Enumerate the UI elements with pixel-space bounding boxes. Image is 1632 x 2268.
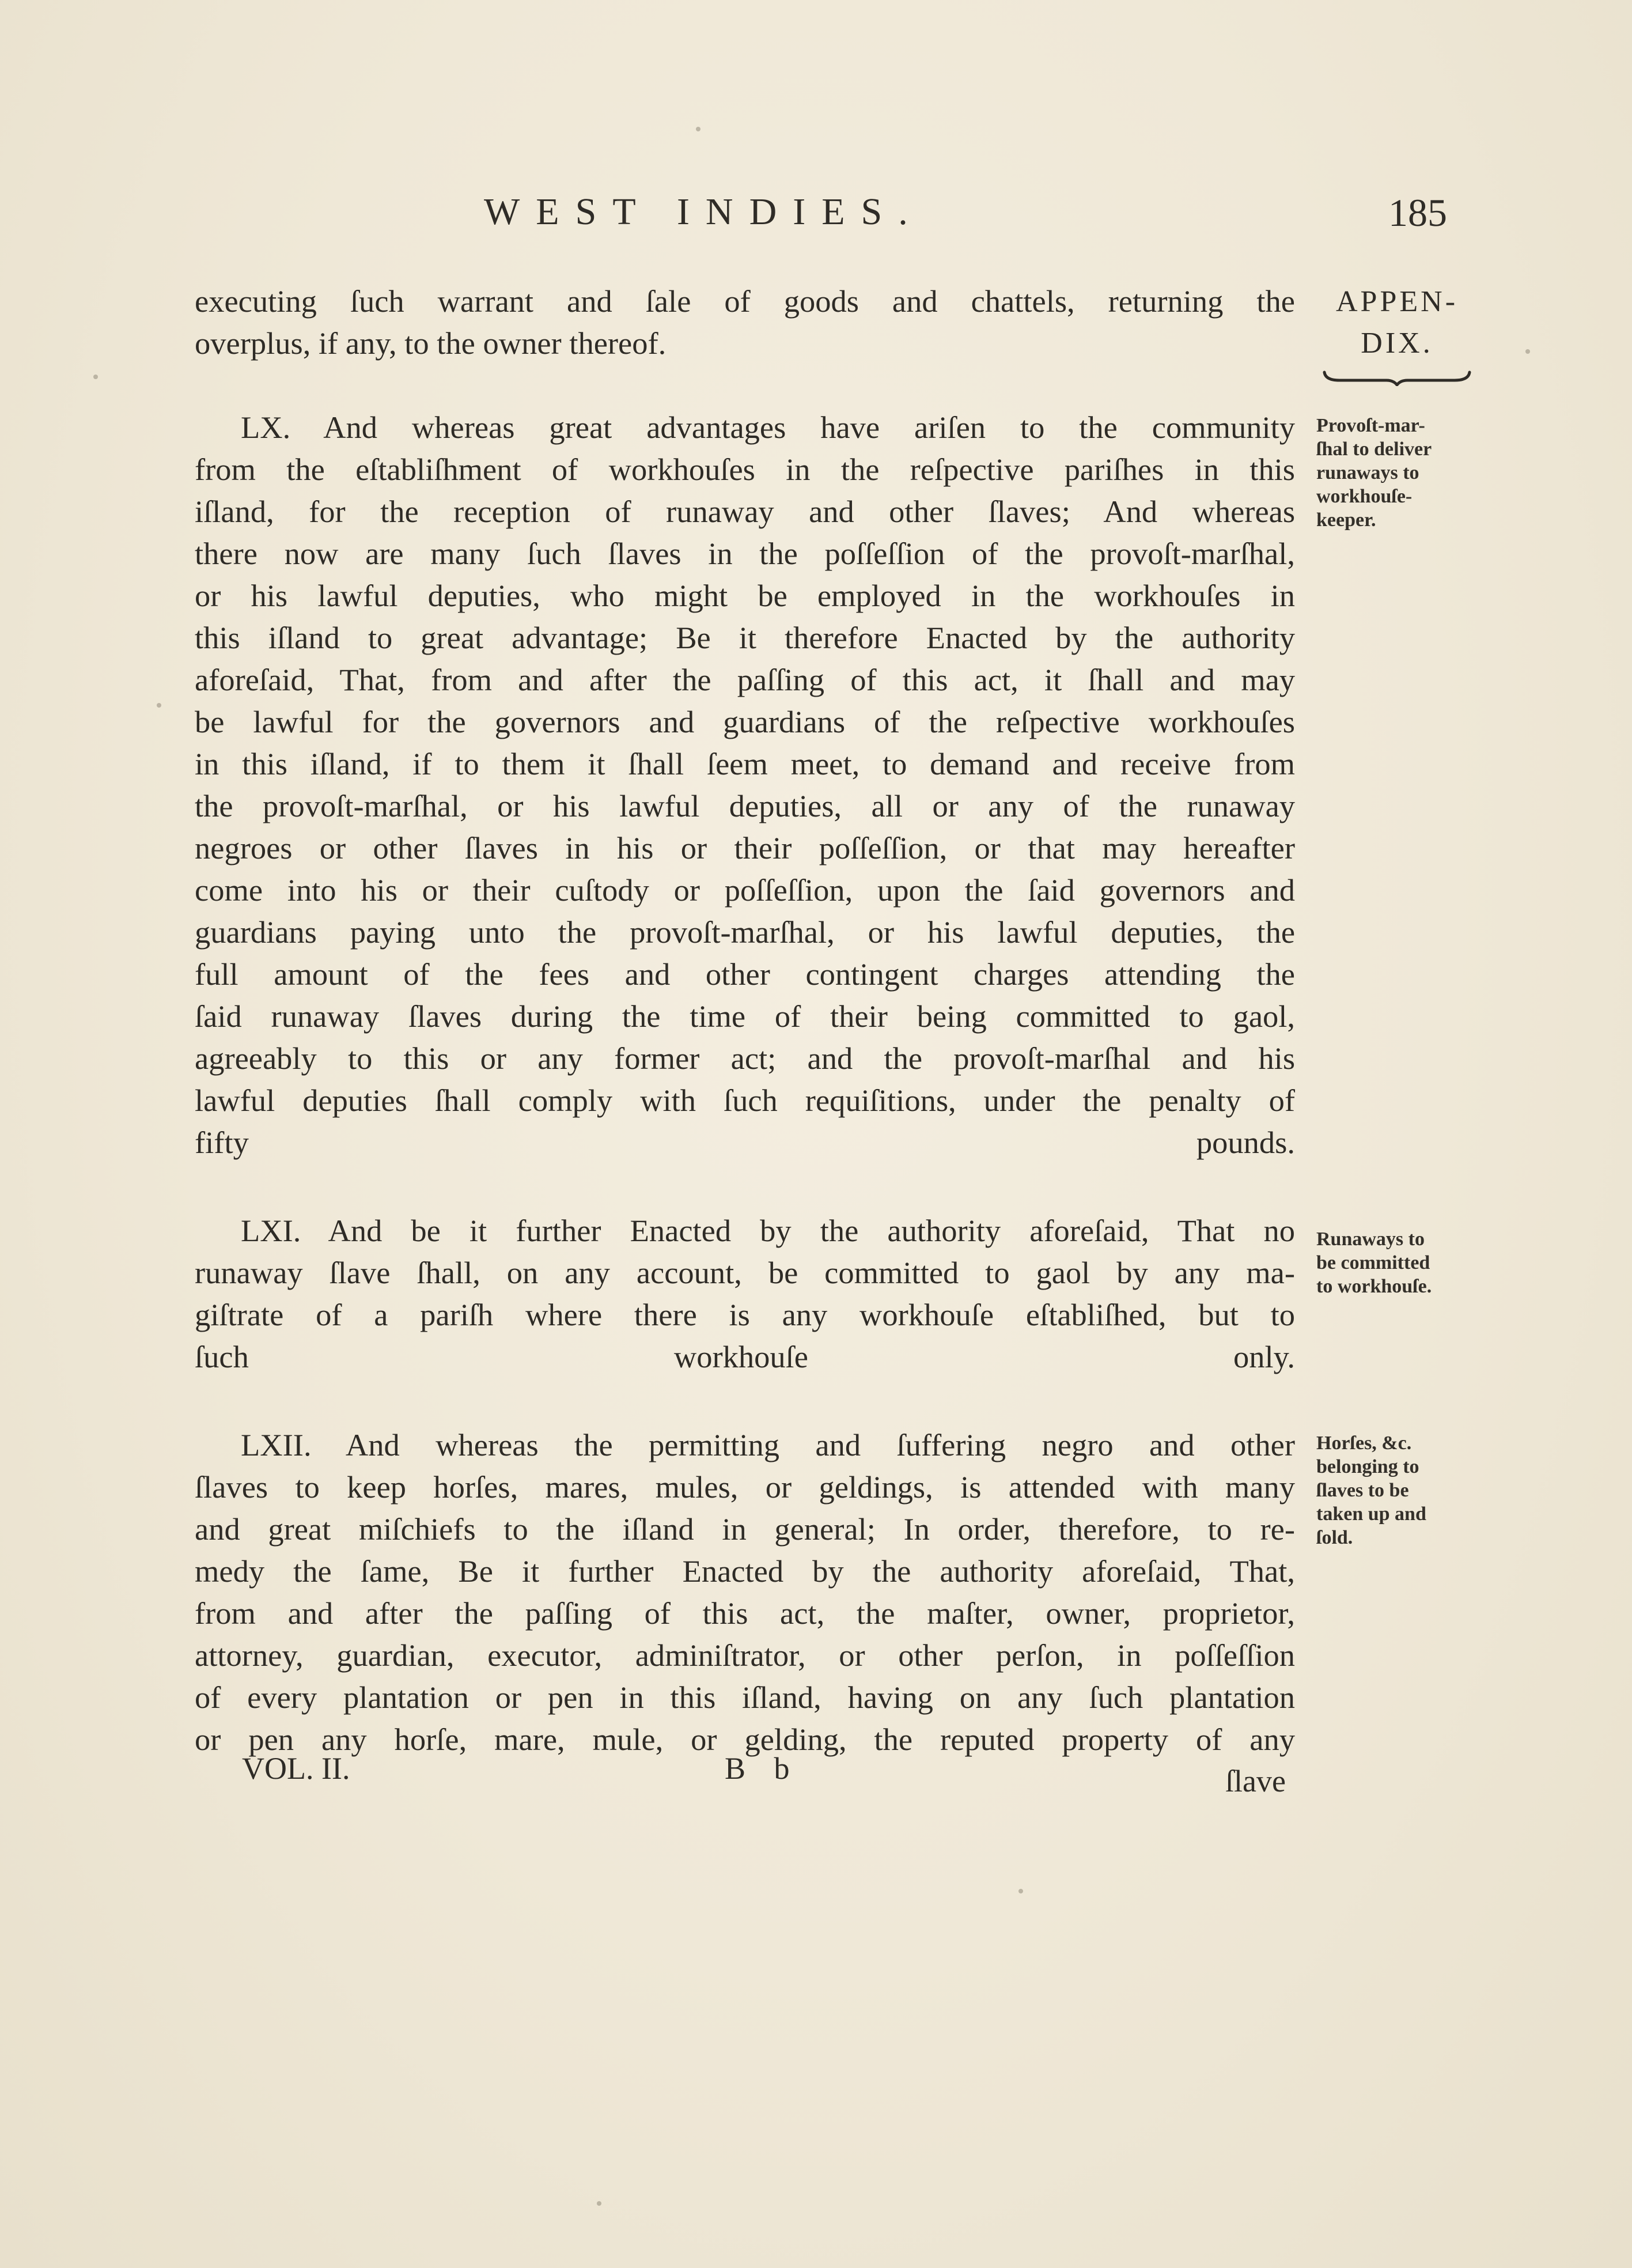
paragraph-continuation bbox=[195, 280, 1295, 364]
text-line: fifty pounds. bbox=[195, 1125, 1295, 1160]
marginal-line: belonging to bbox=[1316, 1456, 1419, 1477]
marginal-line: Provoſt-mar- bbox=[1316, 415, 1425, 436]
text-line: or pen any horſe, mare, mule, or gelding, the reputed property of any bbox=[195, 1722, 1295, 1757]
catchword: ſlave bbox=[1225, 1764, 1286, 1798]
marginal-line: ſold. bbox=[1316, 1527, 1353, 1548]
text-line: there now are many ſuch ſlaves in the poſſeſſion of the provoſt-marſhal, bbox=[195, 536, 1295, 571]
text-line: LXII. And whereas the permitting and ſuffering negro and other bbox=[241, 1427, 1296, 1462]
paper-speck bbox=[696, 127, 700, 131]
paper-speck bbox=[1018, 1889, 1023, 1893]
marginal-note-runaways bbox=[1316, 1227, 1483, 1298]
marginal-line: be committed bbox=[1316, 1252, 1430, 1273]
marginal-line: runaways to bbox=[1316, 462, 1419, 483]
page-number: 185 bbox=[1388, 191, 1447, 235]
marginal-line: taken up and bbox=[1316, 1503, 1426, 1525]
volume-label: VOL. II. bbox=[242, 1751, 350, 1786]
marginal-line: keeper. bbox=[1316, 509, 1376, 531]
text-line: aforeſaid, That, from and after the paſſing of this act, it ſhall and may bbox=[195, 662, 1296, 697]
text-line: agreeably to this or any former act; and the provoſt-marſhal and his bbox=[195, 1041, 1296, 1076]
text-line: guardians paying unto the provoſt-marſhal, or his lawful deputies, the bbox=[195, 914, 1296, 950]
marginal-line: ſlaves to be bbox=[1316, 1480, 1409, 1501]
appendix-label-line-1: APPEN- bbox=[1335, 285, 1459, 318]
paper-speck bbox=[597, 2201, 601, 2206]
text-line: full amount of the fees and other contingent charges attending the bbox=[195, 957, 1295, 992]
text-line: and great miſchiefs to the iſland in general; In order, therefore, to re- bbox=[195, 1511, 1296, 1547]
text-line: from and after the paſſing of this act, the maſter, owner, proprietor, bbox=[195, 1596, 1296, 1631]
text-line: be lawful for the governors and guardians of the reſpective workhouſes bbox=[195, 704, 1295, 739]
paper-speck bbox=[157, 703, 161, 708]
text-line: iſland, for the reception of runaway and other ſlaves; And whereas bbox=[195, 494, 1296, 529]
text-line: LXI. And be it further Enacted by the authority aforeſaid, That no bbox=[241, 1213, 1296, 1248]
text-line: medy the ſame, Be it further Enacted by the authority aforeſaid, That, bbox=[195, 1553, 1295, 1589]
text-line: ſaid runaway ſlaves during the time of their being committed to gaol, bbox=[195, 999, 1296, 1034]
paragraph-lx bbox=[195, 406, 1295, 1163]
text-line: ſlaves to keep horſes, mares, mules, or geldings, is attended with many bbox=[195, 1469, 1295, 1505]
signature-mark: B b bbox=[725, 1751, 800, 1786]
appendix-label-line-2: DIX. bbox=[1361, 327, 1433, 360]
text-line: the provoſt-marſhal, or his lawful deputies, all or any of the runaway bbox=[195, 788, 1296, 823]
text-line: lawful deputies ſhall comply with ſuch requiſitions, under the penalty of bbox=[195, 1083, 1296, 1118]
marginal-line: Horſes, &c. bbox=[1316, 1432, 1412, 1454]
paper-speck bbox=[93, 375, 98, 379]
text-line: of every plantation or pen in this iſland, having on any ſuch plantation bbox=[195, 1680, 1295, 1715]
marginal-line: ſhal to deliver bbox=[1316, 439, 1432, 460]
marginal-line: workhouſe- bbox=[1316, 486, 1413, 507]
marginal-note-horses bbox=[1316, 1431, 1483, 1549]
marginal-note-provost-marshal bbox=[1316, 414, 1483, 532]
text-line: come into his or their cuſtody or poſſeſſion, upon the ſaid governors and bbox=[195, 872, 1295, 908]
text-line: from the eſtabliſhment of workhouſes in the reſpective pariſhes in this bbox=[195, 452, 1295, 487]
appendix-label bbox=[1316, 281, 1478, 364]
text-line: runaway ſlave ſhall, on any account, be committed to gaol by any ma- bbox=[195, 1255, 1295, 1290]
text-line: this iſland to great advantage; Be it therefore Enacted by the authority bbox=[195, 620, 1295, 655]
text-line: negroes or other ſlaves in his or their poſſeſſion, or that may hereafter bbox=[195, 830, 1295, 865]
text-line: in this iſland, if to them it ſhall ſeem meet, to demand and receive from bbox=[195, 746, 1295, 781]
text-line: attorney, guardian, executor, adminiſtrator, or other perſon, in poſſeſſion bbox=[195, 1638, 1296, 1673]
marginal-line: to workhouſe. bbox=[1316, 1276, 1432, 1297]
text-line: executing ſuch warrant and ſale of goods and chattels, returning the bbox=[195, 284, 1295, 319]
paragraph-lxii bbox=[195, 1424, 1295, 1760]
paragraph-lxi bbox=[195, 1209, 1295, 1378]
text-line: overplus, if any, to the owner thereof. bbox=[195, 326, 667, 361]
text-line: LX. And whereas great advantages have ariſen to the community bbox=[241, 410, 1296, 445]
marginal-line: Runaways to bbox=[1316, 1228, 1425, 1250]
text-line: giſtrate of a pariſh where there is any workhouſe eſtabliſhed, but to bbox=[195, 1297, 1296, 1332]
text-line: ſuch workhouſe only. bbox=[195, 1339, 1295, 1374]
text-line: or his lawful deputies, who might be employed in the workhouſes in bbox=[195, 578, 1296, 613]
brace-ornament bbox=[1322, 369, 1472, 386]
main-text-block bbox=[195, 280, 1295, 1760]
running-title: WEST INDIES. bbox=[484, 191, 924, 233]
paper-speck bbox=[1525, 349, 1530, 354]
